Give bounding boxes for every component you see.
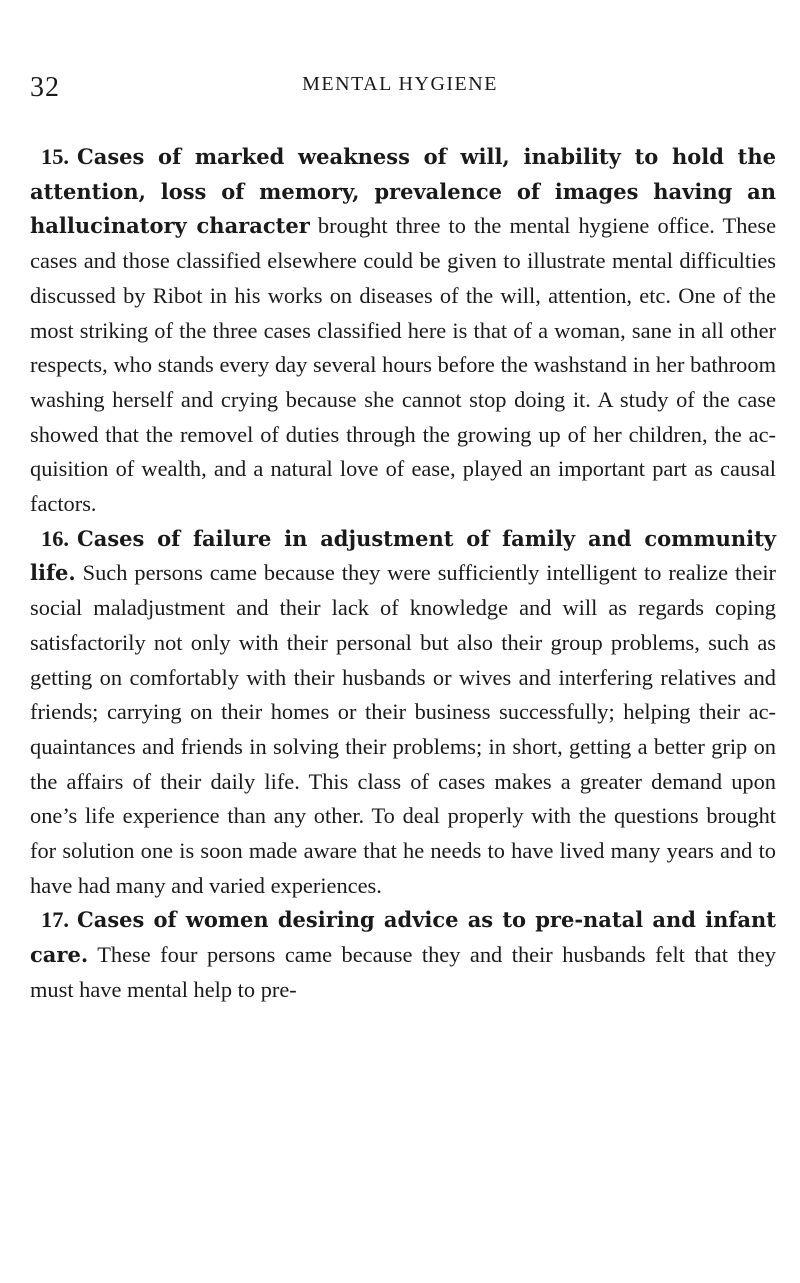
paragraph-heading: Cases of failure in adjustment of family and community life. — [30, 525, 776, 586]
paragraph-heading: Cases of marked weakness of will, inability to hold the attention, loss of memory, prevalence of images having an hallucinatory character — [30, 144, 776, 239]
paragraph-16 — [30, 522, 776, 904]
paragraph-text: brought three to the mental hygiene office. These cases and those classified elsewhere could be given to illustrate mental difficulties discussed by Ribot in his works on diseases of the will, attention, etc. One of the most striking of the three cases classified here is that of a woman, sane in all other respects, who stands every day several hours before the washstand in her bathroom washing herself and crying because she cannot stop doing it. A study of the case showed that the removel of duties through the growing up of her children, the acquisition of wealth, and a natural love of ease, played an important part as causal factors. — [30, 213, 777, 517]
paragraph-text: These four persons came because they and their husbands felt that they must have mental help to pre- — [30, 942, 776, 1002]
page-number: 32 — [30, 72, 60, 103]
paragraph-17 — [30, 903, 776, 1007]
body-text — [30, 140, 776, 1008]
paragraph-heading: Cases of women desiring advice as to pre-natal and infant care. — [30, 907, 776, 968]
paragraph-number: 15. — [41, 144, 69, 169]
paragraph-15 — [30, 140, 776, 522]
paragraph-number: 16. — [41, 525, 69, 551]
paragraph-text: Such persons came because they were sufficiently intelligent to realize their social maladjustment and their lack of knowledge and will as regards coping satisfactorily not only with their personal but also their group problems, such as getting on comfortably with their husbands or wives and interfering relatives and friends; carrying on their homes or their business successfully; helping their acquaintances and friends in solving their problems; in short, getting a better grip on the affairs of their daily life. This class of cases makes a greater demand upon one’s life experience than any other. To deal properly with the questions brought for solution one is soon made aware that he needs to have lived many years and to have had many and varied experiences. — [30, 560, 776, 898]
running-head: MENTAL HYGIENE — [302, 73, 498, 95]
paragraph-number: 17. — [41, 907, 69, 933]
